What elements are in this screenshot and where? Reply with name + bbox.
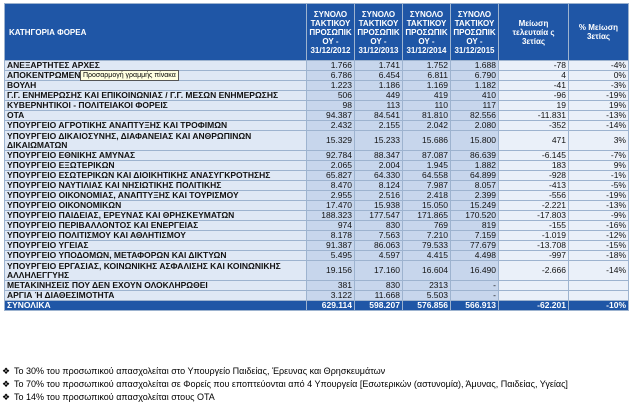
table-row bbox=[5, 281, 629, 291]
cell-y2012: 91.387 bbox=[307, 241, 355, 251]
row-label: ΥΠΟΥΡΓΕΙΟ ΑΓΡΟΤΙΚΗΣ ΑΝΑΠΤΥΞΗΣ ΚΑΙ ΤΡΟΦΙΜΩΝ bbox=[5, 121, 307, 131]
cell-y2015: 819 bbox=[451, 221, 499, 231]
cell-y2012: 1.223 bbox=[307, 81, 355, 91]
staff-table bbox=[4, 3, 629, 311]
cell-pct bbox=[569, 281, 629, 291]
cell-y2014: 1.169 bbox=[403, 81, 451, 91]
row-label: ΥΠΟΥΡΓΕΙΟ ΠΕΡΙΒΑΛΛΟΝΤΟΣ ΚΑΙ ΕΝΕΡΓΕΙΑΣ bbox=[5, 221, 307, 231]
note-text: Το 14% του προσωπικού απασχολείται στους ΟΤΑ bbox=[14, 392, 215, 402]
cell-red: -2.221 bbox=[499, 201, 569, 211]
table-row bbox=[5, 201, 629, 211]
row-label: ΥΠΟΥΡΓΕΙΟ ΠΟΛΙΤΙΣΜΟΥ ΚΑΙ ΑΘΛΗΤΙΣΜΟΥ bbox=[5, 231, 307, 241]
row-label: ΣΥΝΟΛΙΚΑ bbox=[5, 301, 307, 311]
cell-y2012: 974 bbox=[307, 221, 355, 231]
header-category: ΚΑΤΗΓΟΡΙΑ ΦΟΡΕΑ bbox=[5, 4, 307, 61]
cell-y2014: 2.418 bbox=[403, 191, 451, 201]
cell-y2015: 16.490 bbox=[451, 261, 499, 281]
cell-y2014: 64.558 bbox=[403, 171, 451, 181]
table-row bbox=[5, 251, 629, 261]
cell-y2012: 65.827 bbox=[307, 171, 355, 181]
cell-y2013: 8.124 bbox=[355, 181, 403, 191]
cell-y2013: 86.063 bbox=[355, 241, 403, 251]
cell-y2013: 7.563 bbox=[355, 231, 403, 241]
cell-red bbox=[499, 281, 569, 291]
note-text: Το 70% του προσωπικού απασχολείται σε Φορείς που εποπτεύονται από 4 Υπουργεία [Εσωτερικών (αστυνομία), Άμυνας, Παιδείας, Υγείας] bbox=[14, 379, 568, 389]
cell-y2014: 1.945 bbox=[403, 161, 451, 171]
table-row bbox=[5, 61, 629, 71]
cell-y2012: 98 bbox=[307, 101, 355, 111]
cell-y2015: 410 bbox=[451, 91, 499, 101]
cell-red: -96 bbox=[499, 91, 569, 101]
cell-y2013: 4.597 bbox=[355, 251, 403, 261]
cell-y2012: 2.955 bbox=[307, 191, 355, 201]
cell-y2015: 4.498 bbox=[451, 251, 499, 261]
cell-red: 19 bbox=[499, 101, 569, 111]
table-row bbox=[5, 261, 629, 281]
row-label: ΥΠΟΥΡΓΕΙΟ ΝΑΥΤΙΛΙΑΣ ΚΑΙ ΝΗΣΙΩΤΙΚΗΣ ΠΟΛΙΤΙΚΗΣ bbox=[5, 181, 307, 191]
row-label: ΥΠΟΥΡΓΕΙΟ ΟΙΚΟΝΟΜΙΑΣ, ΑΝΑΠΤΥΞΗΣ ΚΑΙ ΤΟΥΡΙΣΜΟΥ bbox=[5, 191, 307, 201]
table-row bbox=[5, 231, 629, 241]
cell-y2015: 7.159 bbox=[451, 231, 499, 241]
cell-y2014: 79.533 bbox=[403, 241, 451, 251]
cell-y2012: 506 bbox=[307, 91, 355, 101]
table-row bbox=[5, 241, 629, 251]
cell-y2014: 6.811 bbox=[403, 71, 451, 81]
cell-red: -2.666 bbox=[499, 261, 569, 281]
cell-y2014: 5.503 bbox=[403, 291, 451, 301]
cell-y2015: 15.249 bbox=[451, 201, 499, 211]
note-item bbox=[2, 379, 622, 390]
cell-y2014: 15.686 bbox=[403, 131, 451, 151]
cell-y2014: 16.604 bbox=[403, 261, 451, 281]
cell-y2014: 2.042 bbox=[403, 121, 451, 131]
cell-pct: -4% bbox=[569, 61, 629, 71]
row-label: ΒΟΥΛΗ bbox=[5, 81, 307, 91]
cell-y2014: 4.415 bbox=[403, 251, 451, 261]
cell-pct: -13% bbox=[569, 111, 629, 121]
cell-pct: -9% bbox=[569, 211, 629, 221]
cell-y2014: 171.865 bbox=[403, 211, 451, 221]
cell-pct: 0% bbox=[569, 71, 629, 81]
cell-pct: -13% bbox=[569, 201, 629, 211]
row-label: ΥΠΟΥΡΓΕΙΟ ΕΘΝΙΚΗΣ ΑΜΥΝΑΣ bbox=[5, 151, 307, 161]
header-percent: % Μείωση 3ετίας bbox=[569, 4, 629, 61]
cell-y2012: 188.323 bbox=[307, 211, 355, 221]
header-2013: ΣΥΝΟΛΟ ΤΑΚΤΙΚΟΥ ΠΡΟΣΩΠΙΚ ΟΥ - 31/12/2013 bbox=[355, 4, 403, 61]
cell-y2013: 1.186 bbox=[355, 81, 403, 91]
total-row bbox=[5, 301, 629, 311]
cell-y2013: 88.347 bbox=[355, 151, 403, 161]
cell-pct: -16% bbox=[569, 221, 629, 231]
header-2014: ΣΥΝΟΛΟ ΤΑΚΤΙΚΟΥ ΠΡΟΣΩΠΙΚ ΟΥ - 31/12/2014 bbox=[403, 4, 451, 61]
cell-pct bbox=[569, 291, 629, 301]
cell-y2015: 117 bbox=[451, 101, 499, 111]
table-row bbox=[5, 291, 629, 301]
row-label: Γ.Γ. ΕΝΗΜΕΡΩΣΗΣ ΚΑΙ ΕΠΙΚΟΙΝΩΝΙΑΣ / Γ.Γ. ΜΕΣΩΝ ΕΝΗΜΕΡΩΣΗΣ bbox=[5, 91, 307, 101]
cell-red: -352 bbox=[499, 121, 569, 131]
cell-y2015: 566.913 bbox=[451, 301, 499, 311]
cell-pct: -12% bbox=[569, 231, 629, 241]
cell-y2015: 8.057 bbox=[451, 181, 499, 191]
cell-red: -1.019 bbox=[499, 231, 569, 241]
bullet-icon: ❖ bbox=[2, 366, 11, 376]
row-label: ΑΡΓΙΑ Ή ΔΙΑΘΕΣΙΜΟΤΗΤΑ bbox=[5, 291, 307, 301]
table-row bbox=[5, 111, 629, 121]
cell-y2013: 830 bbox=[355, 221, 403, 231]
cell-y2012: 6.786 bbox=[307, 71, 355, 81]
cell-y2014: 769 bbox=[403, 221, 451, 231]
table-row bbox=[5, 221, 629, 231]
cell-pct: -1% bbox=[569, 171, 629, 181]
cell-y2015: 77.679 bbox=[451, 241, 499, 251]
row-label: ΥΠΟΥΡΓΕΙΟ ΥΠΟΔΟΜΩΝ, ΜΕΤΑΦΟΡΩΝ ΚΑΙ ΔΙΚΤΥΩΝ bbox=[5, 251, 307, 261]
row-label: ΥΠΟΥΡΓΕΙΟ ΥΓΕΙΑΣ bbox=[5, 241, 307, 251]
cell-y2012: 629.114 bbox=[307, 301, 355, 311]
row-tooltip: Προσαρμογή γραμμής πίνακα bbox=[80, 70, 179, 81]
cell-y2012: 2.065 bbox=[307, 161, 355, 171]
table-row bbox=[5, 171, 629, 181]
cell-red: -17.803 bbox=[499, 211, 569, 221]
cell-y2012: 94.387 bbox=[307, 111, 355, 121]
cell-y2012: 381 bbox=[307, 281, 355, 291]
row-label: ΟΤΑ bbox=[5, 111, 307, 121]
cell-red: -997 bbox=[499, 251, 569, 261]
cell-y2013: 2.004 bbox=[355, 161, 403, 171]
cell-y2015: 2.080 bbox=[451, 121, 499, 131]
cell-y2014: 87.087 bbox=[403, 151, 451, 161]
cell-red: -78 bbox=[499, 61, 569, 71]
cell-red: -928 bbox=[499, 171, 569, 181]
cell-pct: 3% bbox=[569, 131, 629, 151]
row-label: ΥΠΟΥΡΓΕΙΟ ΕΞΩΤΕΡΙΚΩΝ bbox=[5, 161, 307, 171]
cell-pct: -14% bbox=[569, 121, 629, 131]
cell-y2015: 1.882 bbox=[451, 161, 499, 171]
table-body bbox=[5, 61, 629, 311]
cell-pct: -10% bbox=[569, 301, 629, 311]
table-row bbox=[5, 181, 629, 191]
cell-pct: -15% bbox=[569, 241, 629, 251]
cell-red: -11.831 bbox=[499, 111, 569, 121]
cell-y2013: 15.233 bbox=[355, 131, 403, 151]
cell-y2012: 15.329 bbox=[307, 131, 355, 151]
cell-red: 183 bbox=[499, 161, 569, 171]
cell-y2014: 1.752 bbox=[403, 61, 451, 71]
cell-red bbox=[499, 291, 569, 301]
cell-red: -556 bbox=[499, 191, 569, 201]
cell-y2014: 81.810 bbox=[403, 111, 451, 121]
cell-y2013: 449 bbox=[355, 91, 403, 101]
cell-pct: 19% bbox=[569, 101, 629, 111]
cell-y2013: 2.155 bbox=[355, 121, 403, 131]
cell-y2013: 830 bbox=[355, 281, 403, 291]
bullet-icon: ❖ bbox=[2, 379, 11, 389]
cell-y2012: 8.470 bbox=[307, 181, 355, 191]
row-label: ΥΠΟΥΡΓΕΙΟ ΠΑΙΔΕΙΑΣ, ΕΡΕΥΝΑΣ ΚΑΙ ΘΡΗΣΚΕΥΜΑΤΩΝ bbox=[5, 211, 307, 221]
cell-red: -6.145 bbox=[499, 151, 569, 161]
cell-y2015: - bbox=[451, 291, 499, 301]
cell-y2012: 5.495 bbox=[307, 251, 355, 261]
cell-y2014: 110 bbox=[403, 101, 451, 111]
cell-y2012: 1.766 bbox=[307, 61, 355, 71]
cell-red: -13.708 bbox=[499, 241, 569, 251]
cell-y2012: 8.178 bbox=[307, 231, 355, 241]
cell-y2013: 113 bbox=[355, 101, 403, 111]
table-row bbox=[5, 161, 629, 171]
cell-pct: 9% bbox=[569, 161, 629, 171]
cell-pct: -19% bbox=[569, 91, 629, 101]
row-label: ΑΝΕΞΑΡΤΗΤΕΣ ΑΡΧΕΣ bbox=[5, 61, 307, 71]
cell-y2015: 15.800 bbox=[451, 131, 499, 151]
cell-y2015: - bbox=[451, 281, 499, 291]
cell-y2014: 419 bbox=[403, 91, 451, 101]
note-item bbox=[2, 366, 622, 377]
cell-y2015: 82.556 bbox=[451, 111, 499, 121]
header-reduction: Μείωση τελευταία ς 3ετίας bbox=[499, 4, 569, 61]
cell-y2015: 6.790 bbox=[451, 71, 499, 81]
cell-y2013: 177.547 bbox=[355, 211, 403, 221]
cell-y2013: 64.330 bbox=[355, 171, 403, 181]
cell-y2014: 7.987 bbox=[403, 181, 451, 191]
cell-y2015: 64.899 bbox=[451, 171, 499, 181]
cell-pct: -5% bbox=[569, 181, 629, 191]
cell-y2013: 6.454 bbox=[355, 71, 403, 81]
row-label: ΑΠΟΚΕΝΤΡΩΜΕΝ bbox=[5, 71, 307, 81]
cell-y2012: 17.470 bbox=[307, 201, 355, 211]
cell-red: -155 bbox=[499, 221, 569, 231]
cell-y2014: 7.210 bbox=[403, 231, 451, 241]
bullet-icon: ❖ bbox=[2, 392, 11, 402]
cell-y2015: 1.182 bbox=[451, 81, 499, 91]
cell-red: 4 bbox=[499, 71, 569, 81]
row-label: ΥΠΟΥΡΓΕΙΟ ΟΙΚΟΝΟΜΙΚΩΝ bbox=[5, 201, 307, 211]
row-label: ΥΠΟΥΡΓΕΙΟ ΔΙΚΑΙΟΣΥΝΗΣ, ΔΙΑΦΑΝΕΙΑΣ ΚΑΙ ΑΝΘΡΩΠΙΝΩΝ ΔΙΚΑΙΩΜΑΤΩΝ bbox=[5, 131, 307, 151]
cell-pct: -7% bbox=[569, 151, 629, 161]
table-row bbox=[5, 91, 629, 101]
cell-y2014: 15.050 bbox=[403, 201, 451, 211]
cell-red: -62.201 bbox=[499, 301, 569, 311]
cell-pct: -3% bbox=[569, 81, 629, 91]
cell-y2013: 84.541 bbox=[355, 111, 403, 121]
note-text: Το 30% του προσωπικού απασχολείται στο Υπουργείο Παιδείας, Έρευνας και Θρησκευμάτων bbox=[14, 366, 386, 376]
cell-y2013: 11.668 bbox=[355, 291, 403, 301]
header-2012: ΣΥΝΟΛΟ ΤΑΚΤΙΚΟΥ ΠΡΟΣΩΠΙΚ ΟΥ - 31/12/2012 bbox=[307, 4, 355, 61]
cell-y2013: 17.160 bbox=[355, 261, 403, 281]
cell-y2015: 1.688 bbox=[451, 61, 499, 71]
row-label: ΥΠΟΥΡΓΕΙΟ ΕΣΩΤΕΡΙΚΩΝ ΚΑΙ ΔΙΟΙΚΗΤΙΚΗΣ ΑΝΑΣΥΓΚΡΟΤΗΣΗΣ bbox=[5, 171, 307, 181]
cell-y2012: 92.784 bbox=[307, 151, 355, 161]
cell-y2012: 2.432 bbox=[307, 121, 355, 131]
note-item bbox=[2, 392, 622, 403]
header-row bbox=[5, 4, 629, 61]
cell-y2015: 170.520 bbox=[451, 211, 499, 221]
table-row bbox=[5, 211, 629, 221]
cell-pct: -14% bbox=[569, 261, 629, 281]
table-row bbox=[5, 81, 629, 91]
cell-y2015: 2.399 bbox=[451, 191, 499, 201]
table-row bbox=[5, 191, 629, 201]
cell-red: 471 bbox=[499, 131, 569, 151]
cell-red: -41 bbox=[499, 81, 569, 91]
cell-y2013: 598.207 bbox=[355, 301, 403, 311]
cell-y2013: 1.741 bbox=[355, 61, 403, 71]
row-label: ΜΕΤΑΚΙΝΗΣΕΙΣ ΠΟΥ ΔΕΝ ΕΧΟΥΝ ΟΛΟΚΛΗΡΩΘΕΙ bbox=[5, 281, 307, 291]
cell-y2012: 3.122 bbox=[307, 291, 355, 301]
row-label: ΥΠΟΥΡΓΕΙΟ ΕΡΓΑΣΙΑΣ, ΚΟΙΝΩΝΙΚΗΣ ΑΣΦΑΛΙΣΗΣ ΚΑΙ ΚΟΙΝΩΝΙΚΗΣ ΑΛΛΗΛΕΓΓΥΗΣ bbox=[5, 261, 307, 281]
cell-y2014: 2313 bbox=[403, 281, 451, 291]
cell-y2015: 86.639 bbox=[451, 151, 499, 161]
cell-red: -413 bbox=[499, 181, 569, 191]
table-row bbox=[5, 101, 629, 111]
cell-y2014: 576.856 bbox=[403, 301, 451, 311]
table-row bbox=[5, 151, 629, 161]
notes-list bbox=[2, 366, 622, 405]
cell-y2012: 19.156 bbox=[307, 261, 355, 281]
cell-y2013: 15.938 bbox=[355, 201, 403, 211]
header-2015: ΣΥΝΟΛΟ ΤΑΚΤΙΚΟΥ ΠΡΟΣΩΠΙΚ ΟΥ - 31/12/2015 bbox=[451, 4, 499, 61]
cell-y2013: 2.516 bbox=[355, 191, 403, 201]
cell-pct: -18% bbox=[569, 251, 629, 261]
table-row bbox=[5, 121, 629, 131]
table-row bbox=[5, 131, 629, 151]
row-label: ΚΥΒΕΡΝΗΤΙΚΟΙ - ΠΟΛΙΤΕΙΑΚΟΙ ΦΟΡΕΙΣ bbox=[5, 101, 307, 111]
cell-pct: -19% bbox=[569, 191, 629, 201]
